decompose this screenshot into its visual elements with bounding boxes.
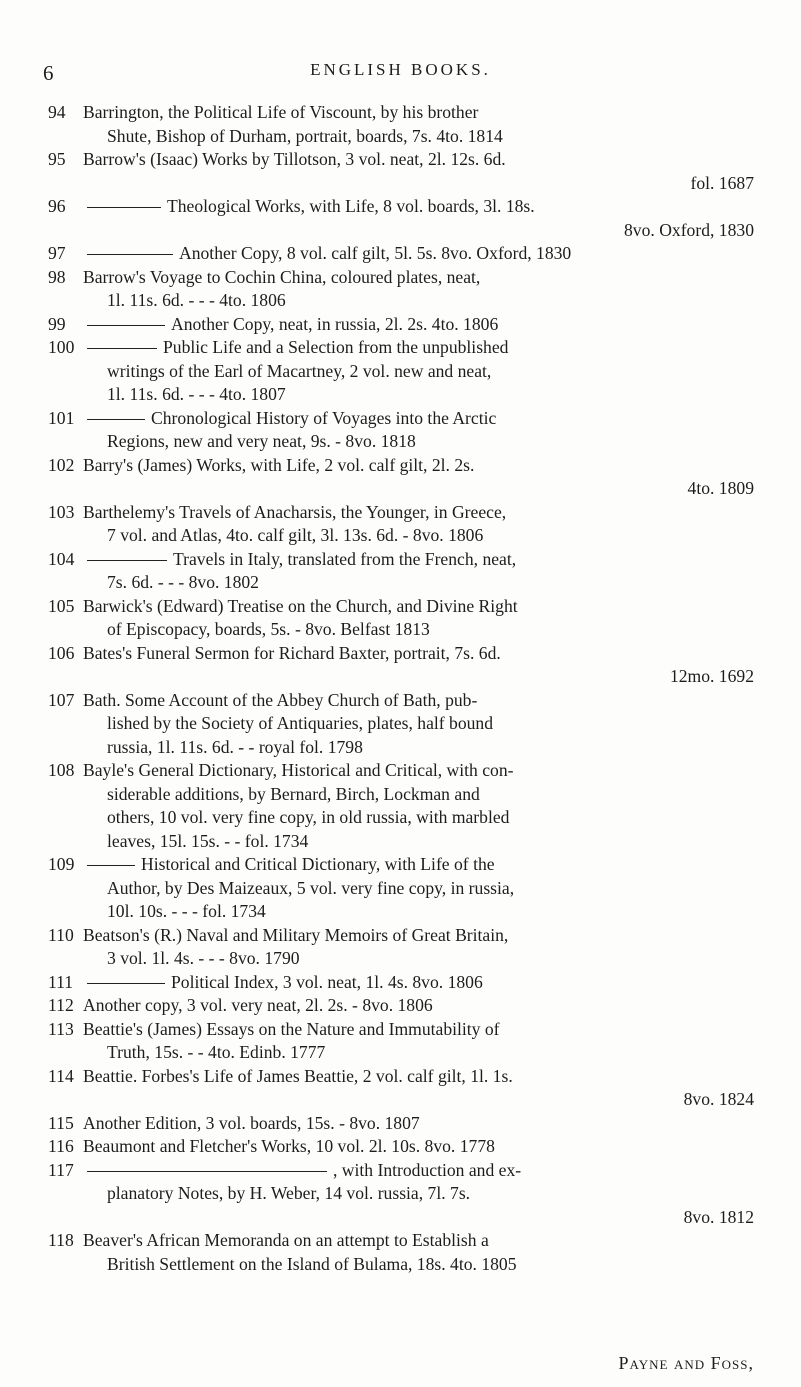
- entry-text: Another Copy, 8 vol. calf gilt, 5l. 5s. 8vo. Oxford, 1830: [179, 243, 572, 263]
- ditto-rule: [87, 254, 173, 255]
- entry-number: 103: [48, 501, 75, 522]
- entry-number: 113: [48, 1018, 74, 1039]
- entry-line: [83, 830, 754, 854]
- entry-text: Bayle's General Dictionary, Historical and Critical, with con-: [83, 760, 514, 780]
- entry-number: 100: [48, 337, 75, 357]
- entry-line: [83, 571, 754, 595]
- entry-number: 116: [48, 1136, 74, 1156]
- entry-imprint: 4to. 1809: [687, 478, 754, 498]
- entry-line: [83, 407, 754, 431]
- catalogue-entry: [48, 853, 754, 924]
- entry-text: Bates's Funeral Sermon for Richard Baxter, portrait, 7s. 6d.: [83, 642, 501, 663]
- entry-text: Political Index, 3 vol. neat, 1l. 4s. 8vo. 1806: [171, 971, 483, 992]
- entry-line: [83, 548, 754, 572]
- entry-text: Another Copy, neat, in russia, 2l. 2s. 4to. 1806: [171, 313, 499, 334]
- entry-text: Travels in Italy, translated from the French, neat,: [173, 548, 517, 569]
- page-number: 6: [43, 61, 54, 85]
- entry-text: Chronological History of Voyages into the Arctic: [151, 407, 497, 428]
- catalogue-entry: [48, 313, 754, 337]
- catalogue-list: [48, 101, 754, 1276]
- entry-number: 95: [48, 149, 66, 169]
- entry-line: [83, 994, 754, 1018]
- catalogue-entry: [48, 642, 754, 689]
- entry-number: 102: [48, 454, 75, 475]
- entry-text: Shute, Bishop of Durham, portrait, boards, 7s. 4to. 1814: [107, 125, 503, 146]
- catalogue-entry: [48, 336, 754, 407]
- catalogue-entry: [48, 407, 754, 454]
- entry-line: [83, 360, 754, 384]
- entry-line: [83, 125, 754, 149]
- entry-imprint: 8vo. 1824: [683, 1089, 754, 1109]
- entry-text: Beattie's (James) Essays on the Nature and Immutability of: [83, 1018, 500, 1039]
- entry-number: 97: [48, 243, 66, 263]
- entry-number: 110: [48, 924, 74, 945]
- entry-line: [83, 947, 754, 971]
- entry-text: Beaver's African Memoranda on an attempt to Establish a: [83, 1230, 489, 1250]
- entry-line: [83, 313, 754, 337]
- entry-line: [83, 759, 754, 783]
- catalogue-entry: [48, 924, 754, 971]
- catalogue-entry: [48, 971, 754, 995]
- entry-text: others, 10 vol. very fine copy, in old russia, with marbled: [107, 807, 510, 827]
- ditto-rule: [87, 207, 161, 208]
- entry-line: [83, 1159, 754, 1183]
- entry-line: [83, 1112, 754, 1136]
- entry-line: [83, 877, 754, 901]
- entry-imprint: fol. 1687: [690, 172, 754, 193]
- entry-text: Barry's (James) Works, with Life, 2 vol. calf gilt, 2l. 2s.: [83, 454, 475, 475]
- entry-number: 111: [48, 971, 74, 992]
- catalogue-entry: [48, 548, 754, 595]
- entry-number: 101: [48, 407, 75, 428]
- catalogue-entry: [48, 1229, 754, 1276]
- catalogue-entry: [48, 266, 754, 313]
- entry-line: [83, 1253, 754, 1277]
- catalogue-entry: [48, 148, 754, 195]
- entry-line: [83, 971, 754, 995]
- running-title: ENGLISH BOOKS.: [310, 60, 491, 79]
- entry-line: [83, 195, 754, 219]
- entry-line: [83, 430, 754, 454]
- entry-text: Beaumont and Fletcher's Works, 10 vol. 2l. 10s. 8vo. 1778: [83, 1136, 495, 1156]
- entry-text: Historical and Critical Dictionary, with Life of the: [141, 854, 495, 874]
- catalogue-entry: [48, 454, 754, 501]
- entry-number: 115: [48, 1112, 74, 1133]
- catalogue-entry: [48, 1159, 754, 1230]
- catalogue-entry: [48, 242, 754, 266]
- entry-line: [83, 383, 754, 407]
- entry-line: [83, 806, 754, 830]
- entry-line: [83, 595, 754, 619]
- entry-imprint: 8vo. 1812: [683, 1206, 754, 1227]
- catalogue-entry: [48, 1018, 754, 1065]
- entry-number: 108: [48, 760, 75, 780]
- entry-text: Barwick's (Edward) Treatise on the Church, and Divine Right: [83, 595, 518, 616]
- catalogue-entry: [48, 195, 754, 242]
- entry-number: 94: [48, 102, 66, 122]
- entry-number: 107: [48, 689, 75, 710]
- entry-text: Barrington, the Political Life of Viscount, by his brother: [83, 102, 479, 122]
- entry-line: [83, 783, 754, 807]
- entry-number: 109: [48, 854, 75, 874]
- entry-line: [83, 924, 754, 948]
- catalogue-entry: [48, 759, 754, 853]
- catalogue-entry: [48, 1065, 754, 1112]
- entry-line: [83, 736, 754, 760]
- entry-line: [83, 501, 754, 525]
- ditto-rule: [87, 325, 165, 326]
- entry-text: lished by the Society of Antiquaries, plates, half bound: [107, 713, 494, 733]
- entry-number: 114: [48, 1065, 74, 1086]
- entry-text: 1l. 11s. 6d. - - - 4to. 1807: [107, 384, 286, 404]
- entry-imprint: 8vo. Oxford, 1830: [624, 219, 754, 240]
- entry-line: [83, 1182, 754, 1206]
- catalogue-entry: [48, 994, 754, 1018]
- entry-text: , with Introduction and ex-: [333, 1159, 522, 1180]
- entry-text: Theological Works, with Life, 8 vol. boards, 3l. 18s.: [167, 196, 535, 216]
- entry-text: Public Life and a Selection from the unpublished: [163, 337, 509, 357]
- ditto-rule: [87, 983, 165, 984]
- entry-line: [83, 148, 754, 172]
- entry-text: of Episcopacy, boards, 5s. - 8vo. Belfast 1813: [107, 619, 430, 639]
- entry-text: Barrow's (Isaac) Works by Tillotson, 3 vol. neat, 2l. 12s. 6d.: [83, 149, 506, 169]
- entry-number: 104: [48, 548, 75, 569]
- entry-number: 112: [48, 995, 74, 1015]
- catchword: Payne and Foss,: [618, 1353, 754, 1373]
- entry-line: [83, 1041, 754, 1065]
- catalogue-entry: [48, 101, 754, 148]
- entry-text: siderable additions, by Bernard, Birch, Lockman and: [107, 783, 480, 804]
- catalogue-entry: [48, 595, 754, 642]
- entry-number: 99: [48, 313, 66, 334]
- entry-line: [83, 1065, 754, 1089]
- entry-text: 7s. 6d. - - - 8vo. 1802: [107, 572, 259, 592]
- entry-line: [83, 618, 754, 642]
- entry-text: Another Edition, 3 vol. boards, 15s. - 8vo. 1807: [83, 1112, 420, 1133]
- entry-line: [83, 689, 754, 713]
- entry-text: planatory Notes, by H. Weber, 14 vol. russia, 7l. 7s.: [107, 1183, 471, 1203]
- entry-text: Author, by Des Maizeaux, 5 vol. very fine copy, in russia,: [107, 877, 515, 898]
- entry-text: 1l. 11s. 6d. - - - 4to. 1806: [107, 290, 286, 310]
- entry-text: Regions, new and very neat, 9s. - 8vo. 1818: [107, 431, 416, 451]
- ditto-rule: [87, 419, 145, 420]
- catalogue-entry: [48, 1135, 754, 1159]
- entry-number: 105: [48, 595, 75, 616]
- catalogue-entry: [48, 501, 754, 548]
- entry-line: [83, 289, 754, 313]
- entry-imprint: 12mo. 1692: [669, 666, 754, 686]
- entry-line: [83, 336, 754, 360]
- entry-text: Another copy, 3 vol. very neat, 2l. 2s. - 8vo. 1806: [83, 995, 433, 1015]
- entry-text: 7 vol. and Atlas, 4to. calf gilt, 3l. 13s. 6d. - 8vo. 1806: [107, 525, 484, 545]
- catalogue-entry: [48, 1112, 754, 1136]
- entry-line: [83, 642, 754, 666]
- entry-line: [83, 900, 754, 924]
- entry-line: [83, 454, 754, 478]
- entry-text: 10l. 10s. - - - fol. 1734: [107, 901, 266, 921]
- entry-text: British Settlement on the Island of Bulama, 18s. 4to. 1805: [107, 1253, 517, 1274]
- ditto-rule: [87, 865, 135, 866]
- entry-text: writings of the Earl of Macartney, 2 vol. new and neat,: [107, 360, 492, 381]
- entry-text: 3 vol. 1l. 4s. - - - 8vo. 1790: [107, 948, 300, 968]
- entry-line: [83, 1135, 754, 1159]
- entry-text: Beatson's (R.) Naval and Military Memoirs of Great Britain,: [83, 924, 509, 945]
- entry-text: leaves, 15l. 15s. - - fol. 1734: [107, 830, 309, 851]
- ditto-rule: [87, 1171, 327, 1172]
- entry-line: [83, 712, 754, 736]
- entry-line: [83, 1229, 754, 1253]
- entry-number: 96: [48, 196, 66, 216]
- ditto-rule: [87, 348, 157, 349]
- entry-number: 117: [48, 1159, 74, 1180]
- entry-line: [83, 1018, 754, 1042]
- catalogue-entry: [48, 689, 754, 760]
- entry-text: Barrow's Voyage to Cochin China, coloured plates, neat,: [83, 266, 481, 287]
- entry-line: [83, 524, 754, 548]
- entry-number: 98: [48, 266, 66, 287]
- entry-line: [83, 266, 754, 290]
- entry-text: Beattie. Forbes's Life of James Beattie, 2 vol. calf gilt, 1l. 1s.: [83, 1065, 513, 1086]
- entry-text: russia, 1l. 11s. 6d. - - royal fol. 1798: [107, 736, 363, 757]
- entry-number: 106: [48, 642, 75, 663]
- entry-line: [83, 853, 754, 877]
- ditto-rule: [87, 560, 167, 561]
- entry-number: 118: [48, 1230, 74, 1250]
- entry-line: [83, 242, 754, 266]
- entry-text: Bath. Some Account of the Abbey Church of Bath, pub-: [83, 689, 478, 710]
- entry-text: Truth, 15s. - - 4to. Edinb. 1777: [107, 1042, 326, 1062]
- entry-line: [83, 101, 754, 125]
- entry-text: Barthelemy's Travels of Anacharsis, the Younger, in Greece,: [83, 501, 507, 522]
